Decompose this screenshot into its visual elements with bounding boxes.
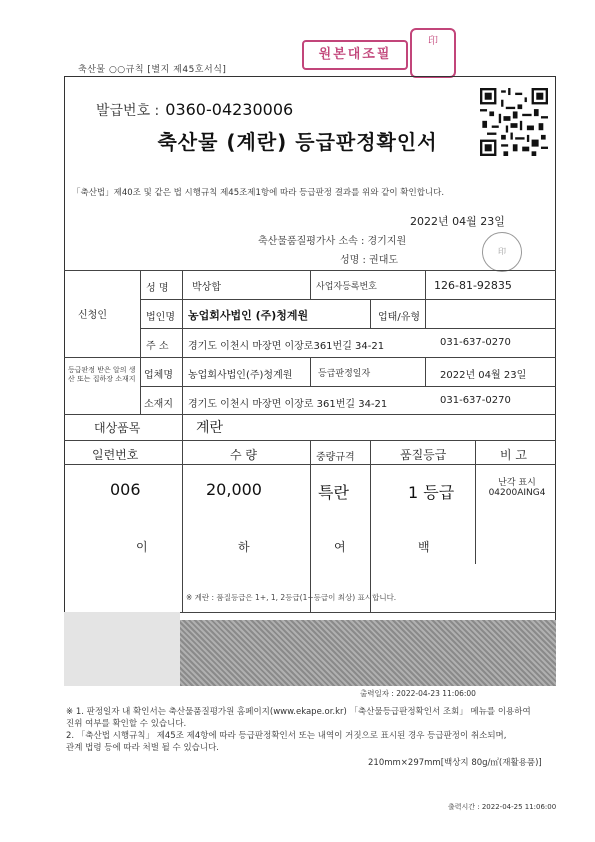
corner-stamp: 印: [410, 28, 456, 78]
quantity-value: 20,000: [206, 480, 262, 499]
divider: [140, 299, 556, 300]
grade-footnote: ※ 계란 : 품질등급은 1+, 1, 2등급(1+등급이 최상) 표시합니다.: [186, 593, 397, 602]
divider: [140, 270, 141, 414]
statute-text: 「축산법」제40조 및 같은 법 시행규칙 제45조제1항에 따라 등급판정 결과를 위와 같이 확인합니다.: [72, 188, 445, 198]
col-weight: 중량규격: [316, 452, 355, 463]
remarks-value: 난각 표시 04200AING4: [488, 478, 546, 498]
divider: [310, 440, 311, 612]
grading-date-label: 등급판정일자: [318, 369, 371, 379]
company-label: 법인명: [146, 312, 175, 323]
notes: [66, 706, 531, 754]
divider: [182, 414, 183, 440]
paper-spec: 210mm×297mm[백상지 80g/㎡(재활용품)]: [368, 758, 542, 768]
issue-number-label: 발급번호 :: [96, 103, 160, 119]
item-label: 대상품목: [94, 421, 141, 435]
note-line: 진위 여부를 확인할 수 있습니다.: [66, 719, 187, 729]
issue-date: 2022년 04월 23일: [410, 215, 505, 228]
print-time: 출력시간 : 2022-04-25 11:06:00: [448, 803, 557, 811]
row2-serial: 이: [136, 540, 148, 554]
packer-name-label: 업체명: [144, 370, 173, 381]
address-value: 경기도 이천시 마장면 이장로361번길 34-21: [188, 341, 385, 352]
address-label: 주 소: [146, 341, 169, 352]
grade-value: 1 등급: [408, 483, 455, 502]
weight-value: 특란: [318, 483, 349, 502]
stamp-line: 출력일자 : 2022-04-23 11:06:00: [360, 689, 476, 698]
form-number: 축산물 ○○규칙 [별지 제45호서식]: [78, 65, 227, 75]
packer-section-label: 등급판정 받은 알의 생산 또는 집하장 소재지: [68, 366, 136, 383]
divider: [140, 386, 556, 387]
name-value: 박상합: [192, 282, 221, 293]
issue-number-value: 0360-04230006: [165, 100, 294, 119]
biztype-label: 업태/유형: [378, 312, 421, 323]
bizno-label: 사업자등록번호: [316, 282, 377, 292]
packer-name-value: 농업회사법인(주)청계원: [188, 370, 293, 381]
divider: [140, 328, 556, 329]
divider: [475, 440, 476, 564]
applicant-section-label: 신청인: [78, 310, 107, 321]
col-quantity: 수 량: [230, 448, 257, 462]
divider: [310, 357, 311, 386]
item-value: 계란: [196, 420, 224, 436]
row2-grade: 백: [418, 540, 430, 554]
evaluator-seal-icon: 印: [482, 232, 522, 272]
divider: [370, 440, 371, 612]
divider: [182, 270, 183, 414]
note-line: 관계 법령 등에 따라 처벌 될 수 있습니다.: [66, 743, 219, 753]
name-label: 성 명: [146, 283, 169, 294]
location-value: 경기도 이천시 마장면 이장로 361번길 34-21: [188, 399, 388, 410]
row2-weight: 여: [334, 540, 346, 554]
bizno-value: 126-81-92835: [434, 279, 512, 292]
divider: [425, 357, 426, 386]
evaluator-name: 성명 : 권대도: [340, 255, 399, 266]
redacted-area: [180, 620, 556, 686]
certified-copy-seal: 원본대조필: [302, 40, 408, 70]
col-remarks: 비 고: [500, 448, 527, 462]
divider: [182, 440, 183, 612]
blank-cell: [64, 612, 180, 686]
divider: [425, 270, 426, 328]
company-value: 농업회사법인 (주)청계원: [188, 309, 309, 322]
grading-date-value: 2022년 04월 23일: [440, 370, 527, 381]
divider: [310, 270, 311, 299]
row2-quantity: 하: [238, 540, 250, 554]
document-title: 축산물 (계란) 등급판정확인서: [157, 130, 438, 154]
evaluator-affiliation: 축산물품질평가사 소속 : 경기지원: [258, 236, 407, 247]
serial-value: 006: [110, 480, 141, 499]
note-line: ※ 1. 판정일자 내 확인서는 축산물품질평가원 홈페이지(www.ekape.or.kr) 「축산물등급판정확인서 조회」 메뉴를 이용하여: [66, 707, 531, 717]
divider: [64, 414, 556, 415]
divider: [370, 299, 371, 328]
col-serial: 일련번호: [92, 448, 139, 462]
packer-phone-value: 031-637-0270: [440, 395, 511, 406]
col-grade: 품질등급: [400, 448, 447, 462]
location-label: 소재지: [144, 399, 173, 410]
phone-value: 031-637-0270: [440, 337, 511, 348]
issue-number: [96, 100, 293, 120]
note-line: 2. 「축산법 시행규칙」 제45조 제4항에 따라 등급판정확인서 또는 내역이 거짓으로 표시된 경우 등급판정이 취소되며,: [66, 731, 507, 741]
